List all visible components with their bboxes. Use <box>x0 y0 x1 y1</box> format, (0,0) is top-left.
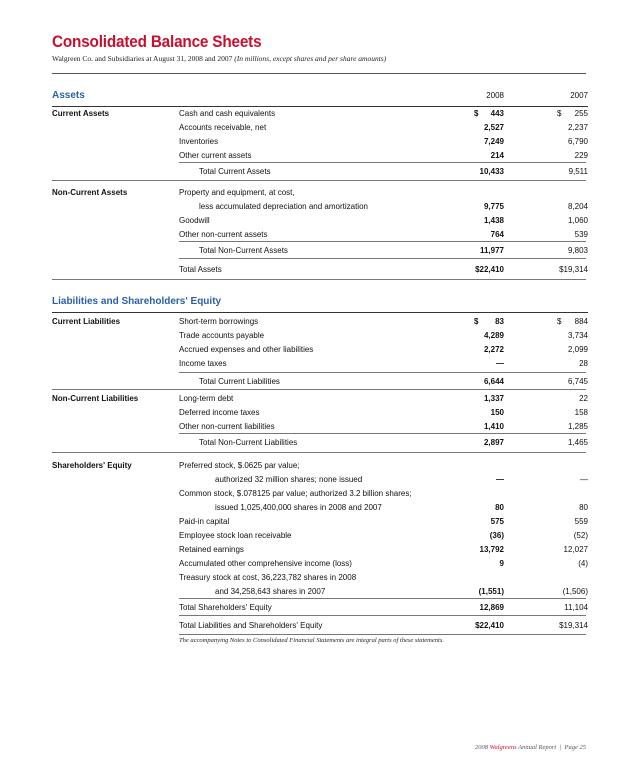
row-label: Short-term borrowings <box>179 317 259 326</box>
table-row <box>52 420 588 434</box>
footnote: The accompanying Notes to Consolidated Financial Statements are integral parts of these statements. <box>179 637 444 644</box>
value-2007: 255 <box>574 109 588 118</box>
value-2007: 3,734 <box>567 331 588 340</box>
currency-symbol-2007: $ <box>557 109 562 118</box>
value-2008: 2,527 <box>483 123 504 132</box>
value-2008: 10,433 <box>479 167 504 176</box>
subtitle-company: Walgreen Co. and Subsidiaries at August 31, 2008 and 2007 <box>52 54 233 63</box>
row-category: Non-Current Liabilities <box>52 394 139 403</box>
table-row <box>52 601 588 615</box>
assets-section <box>52 90 588 107</box>
table-row <box>52 557 588 571</box>
row-label: Total Shareholders' Equity <box>179 603 272 612</box>
row-label: issued 1,025,400,000 shares in 2008 and 2007 <box>215 503 382 512</box>
value-2007: 11,104 <box>564 603 588 612</box>
divider <box>52 389 586 390</box>
row-label: Preferred stock, $.0625 par value; <box>179 461 300 470</box>
divider <box>179 372 586 373</box>
row-label: Total Current Assets <box>199 167 271 176</box>
currency-symbol-2008: $ <box>474 109 479 118</box>
value-2008: 1,410 <box>483 422 504 431</box>
value-2008: 443 <box>490 109 504 118</box>
value-2007: 158 <box>574 408 588 417</box>
table-row <box>52 487 588 501</box>
table-row <box>52 186 588 200</box>
value-2008: 1,438 <box>483 216 504 225</box>
row-label: Total Assets <box>179 265 222 274</box>
value-2008: 9 <box>499 559 504 568</box>
footer-page: Page 25 <box>564 744 586 751</box>
table-row <box>52 228 588 242</box>
value-2008: 764 <box>490 230 504 239</box>
divider <box>179 433 586 434</box>
table-row <box>52 543 588 557</box>
title-rule <box>52 73 586 74</box>
table-row <box>52 329 588 343</box>
year-2007-header: 2007 <box>570 91 588 100</box>
value-2007: $19,314 <box>559 265 588 274</box>
table-row <box>52 200 588 214</box>
value-2008: (1,551) <box>478 587 504 596</box>
table-row <box>52 375 588 389</box>
row-label: and 34,258,643 shares in 2007 <box>215 587 326 596</box>
row-category: Current Liabilities <box>52 317 121 326</box>
assets-header <box>52 90 588 107</box>
table-row <box>52 619 588 633</box>
currency-symbol-2007: $ <box>557 317 562 326</box>
table-row <box>52 263 588 277</box>
value-2007: 539 <box>574 230 588 239</box>
value-2008: 150 <box>490 408 504 417</box>
row-label: Common stock, $.078125 par value; authorized 3.2 billion shares; <box>179 489 412 498</box>
page-title: Consolidated Balance Sheets <box>52 32 262 51</box>
table-row <box>52 473 588 487</box>
row-category: Non-Current Assets <box>52 188 128 197</box>
value-2007: (4) <box>578 559 588 568</box>
row-label: Total Liabilities and Shareholders' Equity <box>179 621 323 630</box>
value-2008: — <box>496 359 504 368</box>
table-row <box>52 406 588 420</box>
liabilities-section <box>52 296 588 313</box>
value-2007: 6,790 <box>567 137 588 146</box>
table-row <box>52 244 588 258</box>
value-2007: 559 <box>574 517 588 526</box>
value-2007: 9,803 <box>567 246 588 255</box>
table-row <box>52 501 588 515</box>
row-label: Treasury stock at cost, 36,223,782 shares in 2008 <box>179 573 357 582</box>
table-row <box>52 107 588 121</box>
row-label: Cash and cash equivalents <box>179 109 276 118</box>
value-2007: 9,511 <box>568 167 588 176</box>
table-row <box>52 392 588 406</box>
row-label: Total Non-Current Liabilities <box>199 438 298 447</box>
row-label: Other non-current assets <box>179 230 268 239</box>
value-2008: 13,792 <box>479 545 504 554</box>
table-row <box>52 571 588 585</box>
row-label: Accumulated other comprehensive income (loss) <box>179 559 352 568</box>
row-label: Paid-in capital <box>179 517 230 526</box>
row-label: Goodwill <box>179 216 210 225</box>
value-2007: 80 <box>579 503 588 512</box>
value-2008: 11,977 <box>479 246 504 255</box>
table-row <box>52 135 588 149</box>
value-2008: 80 <box>495 503 504 512</box>
value-2007: — <box>580 475 588 484</box>
value-2007: 28 <box>579 359 588 368</box>
row-label: Retained earnings <box>179 545 244 554</box>
row-label: Total Current Liabilities <box>199 377 280 386</box>
row-label: Other current assets <box>179 151 252 160</box>
table-row <box>52 585 588 599</box>
table-row <box>52 121 588 135</box>
year-2008-header: 2008 <box>486 91 504 100</box>
table-row <box>52 149 588 163</box>
row-label: Employee stock loan receivable <box>179 531 292 540</box>
footer-year: 2008 <box>475 744 489 751</box>
row-category: Current Assets <box>52 109 110 118</box>
value-2007: 884 <box>574 317 588 326</box>
value-2007: 8,204 <box>567 202 588 211</box>
value-2007: (1,506) <box>562 587 588 596</box>
value-2007: 2,237 <box>567 123 588 132</box>
footer-company: Walgreens <box>489 744 517 751</box>
row-label: Accrued expenses and other liabilities <box>179 345 314 354</box>
value-2007: 2,099 <box>567 345 588 354</box>
liabilities-heading: Liabilities and Shareholders' Equity <box>52 296 222 307</box>
divider <box>52 452 586 453</box>
row-label: Deferred income taxes <box>179 408 260 417</box>
table-row <box>52 515 588 529</box>
divider <box>52 279 586 280</box>
value-2007: 22 <box>579 394 588 403</box>
divider <box>179 615 586 616</box>
value-2008: 9,775 <box>483 202 504 211</box>
table-row <box>52 343 588 357</box>
divider <box>179 241 586 242</box>
value-2007: 12,027 <box>563 545 588 554</box>
footer-report: Annual Report <box>518 744 557 751</box>
value-2008: 6,644 <box>483 377 504 386</box>
value-2007: (52) <box>573 531 588 540</box>
value-2008: 12,869 <box>479 603 504 612</box>
divider <box>179 598 586 599</box>
value-2007: 1,060 <box>567 216 588 225</box>
liabilities-header <box>52 296 588 313</box>
row-label: Inventories <box>179 137 219 146</box>
page-subtitle <box>52 54 386 63</box>
row-label: Trade accounts payable <box>179 331 265 340</box>
assets-heading: Assets <box>52 90 85 101</box>
row-label: authorized 32 million shares; none issued <box>215 475 363 484</box>
value-2007: 229 <box>574 151 588 160</box>
value-2008: 7,249 <box>483 137 504 146</box>
table-row <box>52 165 588 179</box>
value-2007: 6,745 <box>567 377 588 386</box>
value-2008: $22,410 <box>475 265 504 274</box>
row-label: less accumulated depreciation and amortization <box>199 202 368 211</box>
row-label: Property and equipment, at cost, <box>179 188 295 197</box>
page-footer: 2008 Walgreens Annual Report | Page 25 <box>475 744 586 751</box>
subtitle-units: (In millions, except shares and per share amounts) <box>234 54 387 63</box>
value-2007: 1,465 <box>567 438 588 447</box>
row-label: Accounts receivable, net <box>179 123 267 132</box>
divider <box>179 634 586 635</box>
table-row <box>52 357 588 371</box>
row-label: Long-term debt <box>179 394 234 403</box>
table-row <box>52 529 588 543</box>
value-2008: 1,337 <box>483 394 504 403</box>
value-2008: (36) <box>489 531 504 540</box>
table-row <box>52 436 588 450</box>
row-label: Income taxes <box>179 359 227 368</box>
value-2008: 83 <box>495 317 504 326</box>
row-label: Total Non-Current Assets <box>199 246 288 255</box>
table-row <box>52 214 588 228</box>
value-2008: 214 <box>490 151 504 160</box>
table-row <box>52 459 588 473</box>
divider <box>52 180 586 181</box>
value-2008: 4,289 <box>483 331 504 340</box>
table-row <box>52 315 588 329</box>
divider <box>179 162 586 163</box>
value-2008: 2,897 <box>483 438 504 447</box>
value-2008: $22,410 <box>475 621 504 630</box>
row-label: Other non-current liabilities <box>179 422 275 431</box>
divider <box>179 258 586 259</box>
value-2008: 575 <box>490 517 504 526</box>
value-2008: 2,272 <box>483 345 504 354</box>
value-2007: $19,314 <box>559 621 588 630</box>
currency-symbol-2008: $ <box>474 317 479 326</box>
value-2007: 1,285 <box>567 422 588 431</box>
row-category: Shareholders' Equity <box>52 461 132 470</box>
value-2008: — <box>496 475 504 484</box>
